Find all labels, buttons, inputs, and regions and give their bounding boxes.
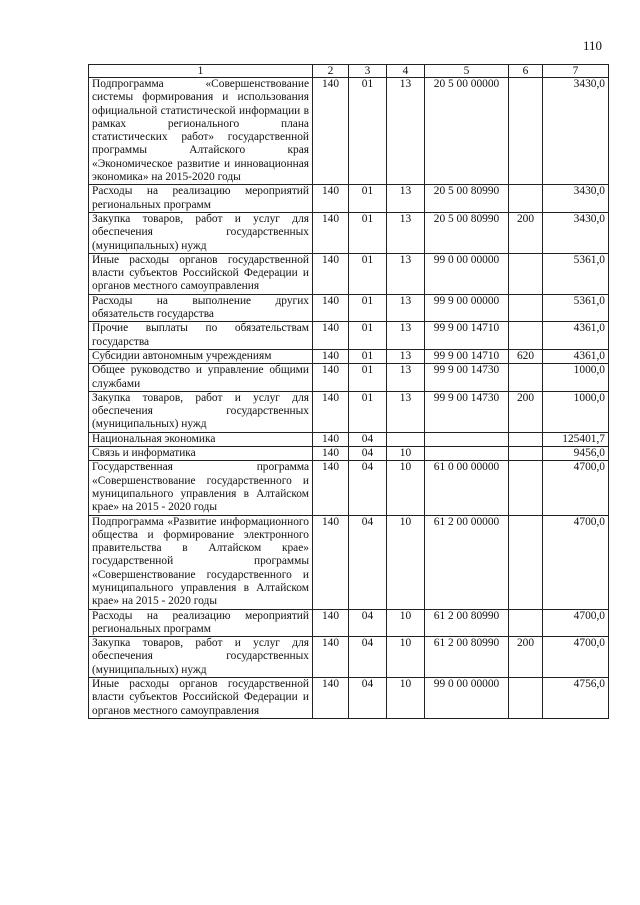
ministry-code-cell: 140: [313, 447, 349, 461]
amount-cell: 5361,0: [543, 294, 609, 322]
table-row: [89, 364, 609, 392]
expense-type-cell: [509, 322, 543, 350]
section-code-cell: 01: [349, 322, 387, 350]
expense-name-cell: Государственная программа «Совершенствование государственного и муниципального управления в Алтайском крае» на 2015 - 2020 годы: [89, 461, 313, 515]
expense-type-cell: 200: [509, 391, 543, 432]
expense-type-cell: 620: [509, 349, 543, 363]
subsection-code-cell: 13: [387, 253, 425, 294]
expense-name-cell: Субсидии автономным учреждениям: [89, 349, 313, 363]
section-code-cell: 01: [349, 349, 387, 363]
section-code-cell: 01: [349, 185, 387, 213]
section-code-cell: 01: [349, 364, 387, 392]
section-code-cell: 04: [349, 678, 387, 719]
expense-name-cell: Расходы на реализацию мероприятий региональных программ: [89, 609, 313, 637]
expense-type-cell: [509, 447, 543, 461]
expense-name-cell: Прочие выплаты по обязательствам государства: [89, 322, 313, 350]
amount-cell: 3430,0: [543, 78, 609, 185]
expense-name-cell: Закупка товаров, работ и услуг для обеспечения государственных (муниципальных) нужд: [89, 212, 313, 253]
table-row: [89, 515, 609, 609]
expense-type-cell: [509, 609, 543, 637]
ministry-code-cell: 140: [313, 432, 349, 446]
target-article-cell: 61 2 00 80990: [425, 609, 509, 637]
target-article-cell: 20 5 00 80990: [425, 185, 509, 213]
expense-type-cell: [509, 253, 543, 294]
ministry-code-cell: 140: [313, 294, 349, 322]
target-article-cell: 61 2 00 00000: [425, 515, 509, 609]
amount-cell: 5361,0: [543, 253, 609, 294]
subsection-code-cell: 10: [387, 678, 425, 719]
expense-type-cell: 200: [509, 637, 543, 678]
expense-type-cell: [509, 185, 543, 213]
table-row: [89, 212, 609, 253]
subsection-code-cell: 13: [387, 349, 425, 363]
expense-name-cell: Расходы на выполнение других обязательств государства: [89, 294, 313, 322]
subsection-code-cell: 13: [387, 322, 425, 350]
section-code-cell: 01: [349, 212, 387, 253]
subsection-code-cell: 10: [387, 447, 425, 461]
column-header: 6: [509, 65, 543, 78]
ministry-code-cell: 140: [313, 609, 349, 637]
ministry-code-cell: 140: [313, 364, 349, 392]
subsection-code-cell: 13: [387, 364, 425, 392]
amount-cell: 125401,7: [543, 432, 609, 446]
target-article-cell: 99 9 00 14710: [425, 322, 509, 350]
target-article-cell: 99 0 00 00000: [425, 253, 509, 294]
target-article-cell: 99 9 00 14730: [425, 391, 509, 432]
subsection-code-cell: 10: [387, 609, 425, 637]
section-code-cell: 01: [349, 253, 387, 294]
expense-type-cell: [509, 294, 543, 322]
amount-cell: 4756,0: [543, 678, 609, 719]
table-row: [89, 432, 609, 446]
table-row: [89, 447, 609, 461]
ministry-code-cell: 140: [313, 637, 349, 678]
table-row: [89, 78, 609, 185]
column-header: 5: [425, 65, 509, 78]
amount-cell: 4361,0: [543, 322, 609, 350]
expense-name-cell: Национальная экономика: [89, 432, 313, 446]
ministry-code-cell: 140: [313, 461, 349, 515]
ministry-code-cell: 140: [313, 322, 349, 350]
ministry-code-cell: 140: [313, 253, 349, 294]
section-code-cell: 01: [349, 78, 387, 185]
ministry-code-cell: 140: [313, 391, 349, 432]
ministry-code-cell: 140: [313, 678, 349, 719]
table-row: [89, 349, 609, 363]
budget-table: [88, 64, 609, 719]
subsection-code-cell: 13: [387, 391, 425, 432]
expense-type-cell: [509, 78, 543, 185]
target-article-cell: 99 9 00 00000: [425, 294, 509, 322]
table-row: [89, 637, 609, 678]
expense-name-cell: Иные расходы органов государственной власти субъектов Российской Федерации и органов местного самоуправления: [89, 253, 313, 294]
subsection-code-cell: 13: [387, 212, 425, 253]
table-row: [89, 253, 609, 294]
subsection-code-cell: [387, 432, 425, 446]
table-row: [89, 461, 609, 515]
page-number: 110: [582, 38, 602, 53]
subsection-code-cell: 13: [387, 185, 425, 213]
target-article-cell: [425, 432, 509, 446]
ministry-code-cell: 140: [313, 212, 349, 253]
section-code-cell: 04: [349, 461, 387, 515]
expense-name-cell: Подпрограмма «Развитие информационного общества и формирование электронного правительства в Алтайском крае» государственной программы «Совершенствование государственного и муниципального управления в Алтайском крае» на 2015 - 2020 годы: [89, 515, 313, 609]
ministry-code-cell: 140: [313, 185, 349, 213]
table-header-row: [89, 65, 609, 78]
expense-name-cell: Связь и информатика: [89, 447, 313, 461]
column-header: 3: [349, 65, 387, 78]
subsection-code-cell: 13: [387, 78, 425, 185]
subsection-code-cell: 10: [387, 461, 425, 515]
table-row: [89, 322, 609, 350]
amount-cell: 4700,0: [543, 461, 609, 515]
section-code-cell: 04: [349, 609, 387, 637]
ministry-code-cell: 140: [313, 349, 349, 363]
table-row: [89, 678, 609, 719]
table-row: [89, 185, 609, 213]
table-row: [89, 294, 609, 322]
target-article-cell: 20 5 00 00000: [425, 78, 509, 185]
subsection-code-cell: 13: [387, 294, 425, 322]
section-code-cell: 04: [349, 637, 387, 678]
target-article-cell: [425, 447, 509, 461]
expense-type-cell: [509, 432, 543, 446]
expense-name-cell: Подпрограмма «Совершенствование системы формирования и использования официальной статистической информации в рамках регионального плана статистических работ» государственной программы Алтайского края «Экономическое развитие и инновационная экономика» на 2015-2020 годы: [89, 78, 313, 185]
column-header: 1: [89, 65, 313, 78]
expense-type-cell: [509, 515, 543, 609]
target-article-cell: 20 5 00 80990: [425, 212, 509, 253]
expense-name-cell: Иные расходы органов государственной власти субъектов Российской Федерации и органов местного самоуправления: [89, 678, 313, 719]
amount-cell: 1000,0: [543, 391, 609, 432]
amount-cell: 3430,0: [543, 212, 609, 253]
column-header: 7: [543, 65, 609, 78]
amount-cell: 4361,0: [543, 349, 609, 363]
expense-name-cell: Закупка товаров, работ и услуг для обеспечения государственных (муниципальных) нужд: [89, 637, 313, 678]
amount-cell: 4700,0: [543, 637, 609, 678]
column-header: 2: [313, 65, 349, 78]
subsection-code-cell: 10: [387, 637, 425, 678]
target-article-cell: 99 9 00 14730: [425, 364, 509, 392]
column-header: 4: [387, 65, 425, 78]
ministry-code-cell: 140: [313, 78, 349, 185]
amount-cell: 9456,0: [543, 447, 609, 461]
ministry-code-cell: 140: [313, 515, 349, 609]
section-code-cell: 04: [349, 432, 387, 446]
expense-name-cell: Закупка товаров, работ и услуг для обеспечения государственных (муниципальных) нужд: [89, 391, 313, 432]
target-article-cell: 99 9 00 14710: [425, 349, 509, 363]
expense-name-cell: Общее руководство и управление общими службами: [89, 364, 313, 392]
amount-cell: 3430,0: [543, 185, 609, 213]
amount-cell: 1000,0: [543, 364, 609, 392]
target-article-cell: 61 0 00 00000: [425, 461, 509, 515]
expense-type-cell: 200: [509, 212, 543, 253]
section-code-cell: 04: [349, 515, 387, 609]
expense-type-cell: [509, 678, 543, 719]
expense-type-cell: [509, 461, 543, 515]
table-row: [89, 391, 609, 432]
section-code-cell: 04: [349, 447, 387, 461]
target-article-cell: 61 2 00 80990: [425, 637, 509, 678]
target-article-cell: 99 0 00 00000: [425, 678, 509, 719]
expense-type-cell: [509, 364, 543, 392]
amount-cell: 4700,0: [543, 609, 609, 637]
section-code-cell: 01: [349, 294, 387, 322]
subsection-code-cell: 10: [387, 515, 425, 609]
table-row: [89, 609, 609, 637]
expense-name-cell: Расходы на реализацию мероприятий региональных программ: [89, 185, 313, 213]
section-code-cell: 01: [349, 391, 387, 432]
amount-cell: 4700,0: [543, 515, 609, 609]
